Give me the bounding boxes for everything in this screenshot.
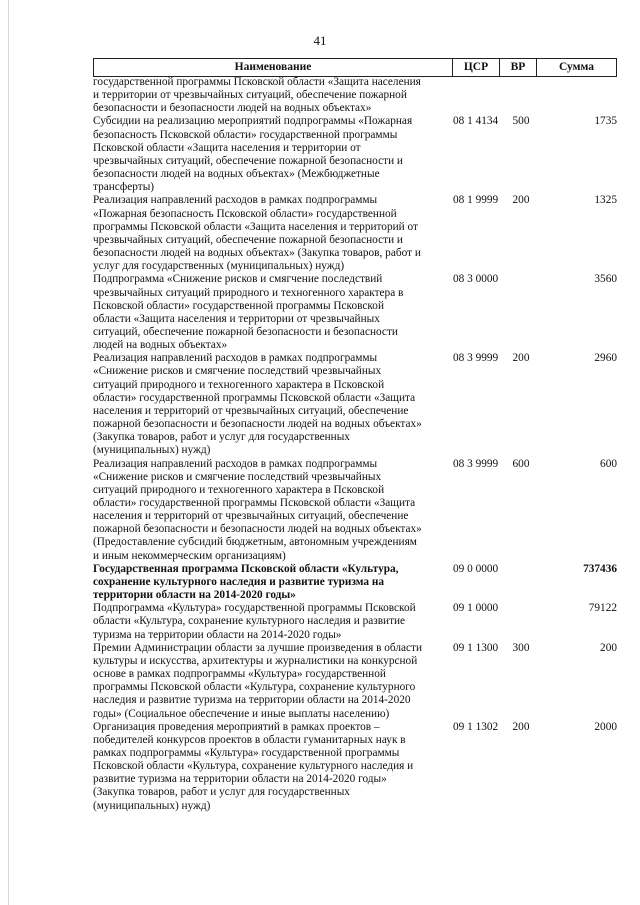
row-csr: 08 3 0000 — [453, 273, 499, 286]
row-sum: 3560 — [594, 273, 617, 286]
row-sum: 1325 — [594, 194, 617, 207]
row-vr: 600 — [512, 457, 530, 470]
row-csr: 09 0 0000 — [453, 562, 499, 575]
row-sum: 737436 — [583, 562, 617, 575]
row-sum: 1735 — [594, 115, 617, 128]
row-vr: 200 — [512, 720, 530, 733]
row-name: Подпрограмма «Снижение рисков и смягчение последствий чрезвычайных ситуаций природного и техногенного характера в Псковской области» государственной программы Псковской области «Защита населения и территории от чрезвычайных ситуаций, обеспечение пожарной безопасности и безопасности людей на водных объектах» — [93, 273, 404, 352]
table-row — [93, 352, 617, 457]
row-vr: 300 — [512, 641, 530, 654]
page-number: 41 — [313, 33, 327, 48]
row-csr: 08 1 4134 — [453, 115, 499, 128]
row-sum: 200 — [600, 641, 617, 654]
row-name: Подпрограмма «Культура» государственной программы Псковской области «Культура, сохранение культурного наследия и развитие туризма на территории области на 2014-2020 годы» — [93, 602, 416, 641]
row-vr: 200 — [512, 194, 530, 207]
row-vr: 500 — [512, 115, 530, 128]
row-name: Реализация направлений расходов в рамках подпрограммы «Снижение рисков и смягчение последствий чрезвычайных ситуаций природного и техногенного характера в Псковской области» государственной программы Псковской области «Защита населения и территорий от чрезвычайных ситуаций, обеспечение пожарной безопасности и безопасности людей на водных объектах» (Закупка товаров, работ и услуг для государственных (муниципальных) нужд) — [93, 352, 422, 457]
row-sum: 600 — [600, 457, 617, 470]
row-name: Государственная программа Псковской области «Культура, сохранение культурного наследия и развитие туризма на территории области на 2014-2020 годы» — [93, 562, 399, 602]
row-name: Премии Администрации области за лучшие произведения в области культуры и искусства, архитектуры и журналистики на конкурсной основе в рамках подпрограммы «Культура» государственной программы Псковской области «Культура, сохранение культурного наследия и развитие туризма на территории области на 2014-2020 годы» (Социальное обеспечение и иные выплаты населению) — [93, 641, 423, 720]
row-sum: 2000 — [594, 720, 617, 733]
table-row — [93, 194, 617, 273]
row-csr: 08 3 9999 — [453, 457, 499, 470]
row-csr: 08 1 9999 — [453, 194, 499, 207]
row-csr: 09 1 0000 — [453, 602, 499, 615]
table-row — [93, 76, 617, 115]
row-name: Реализация направлений расходов в рамках подпрограммы «Снижение рисков и смягчение последствий чрезвычайных ситуаций природного и техногенного характера в Псковской области» государственной программы Псковской области «Защита населения и территорий от чрезвычайных ситуаций, обеспечение пожарной безопасности и безопасности людей на водных объектах» (Предоставление субсидий бюджетным, автономным учреждениям и иным некоммерческим организациям) — [93, 457, 422, 562]
table-row — [93, 642, 617, 721]
header-name: Наименование — [234, 61, 312, 73]
row-vr: 200 — [512, 352, 530, 365]
scan-edge-line — [8, 0, 9, 905]
row-csr: 09 1 1302 — [453, 720, 499, 733]
table-row — [93, 115, 617, 194]
row-sum: 2960 — [594, 352, 617, 365]
table-row — [93, 602, 617, 641]
row-name: Субсидии на реализацию мероприятий подпрограммы «Пожарная безопасность Псковской области» государственной программы Псковской области «Защита населения и территории от чрезвычайных ситуаций, обеспечение пожарной безопасности и безопасности людей на водных объектах» (Межбюджетные трансферты) — [93, 115, 413, 194]
table-row — [93, 273, 617, 352]
header-vr: ВР — [510, 61, 526, 73]
table-row-program — [93, 563, 617, 602]
row-csr: 09 1 1300 — [453, 641, 499, 654]
row-name: Организация проведения мероприятий в рамках проектов – победителей конкурсов проектов в области гуманитарных наук в рамках подпрограммы «Культура» государственной программы Псковской области «Культура, сохранение культурного наследия и развитие туризма на территории области на 2014-2020 годы» (Закупка товаров, работ и услуг для государственных (муниципальных) нужд) — [93, 720, 414, 812]
row-csr: 08 3 9999 — [453, 352, 499, 365]
table-header — [93, 58, 617, 77]
header-sum: Сумма — [559, 61, 594, 73]
row-name: государственной программы Псковской области «Защита населения и территории от чрезвычайных ситуаций, обеспечение пожарной безопасности и безопасности людей на водных объектах» — [93, 76, 421, 115]
row-sum: 79122 — [588, 602, 617, 615]
header-csr: ЦСР — [463, 61, 489, 73]
table-body — [93, 76, 617, 813]
row-name: Реализация направлений расходов в рамках подпрограммы «Пожарная безопасность Псковской области» государственной программы Псковской области «Защита населения и территорий от чрезвычайных ситуаций, обеспечение пожарной безопасности и безопасности людей на водных объектах» (Закупка товаров, работ и услуг для государственных (муниципальных) нужд) — [93, 194, 421, 273]
table-row — [93, 458, 617, 563]
table-row — [93, 721, 617, 813]
